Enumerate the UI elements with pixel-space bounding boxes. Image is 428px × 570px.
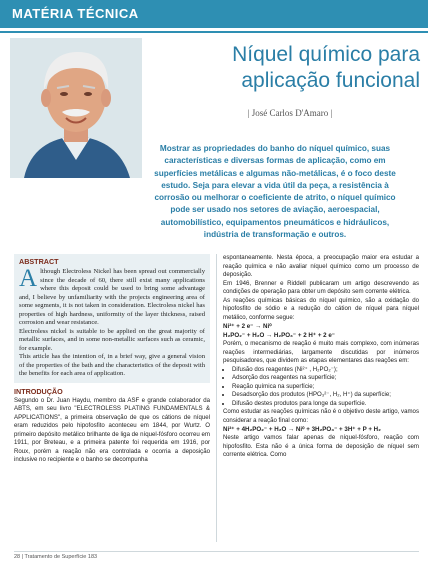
abstract-heading: ABSTRACT — [19, 257, 59, 266]
page-footer: 28 | Tratamento de Superfície 183 — [14, 554, 98, 560]
abstract-text-1: lthough Electroless Nickel has been spread out commercially since the decade of 60, there still exist many applications where this deposit could be used to bring some advantage and, I believe by unfamiliarity with the projects engineering area of some segments, it is not taken in consideration. Electroless nickel has properties of high hardness, uniformity of the layer thickness, raised corrosion and wear resistance. — [19, 268, 205, 326]
list-item: • Difusão destes produtos para longe da superfície. — [232, 400, 419, 409]
body-paragraph-2: Em 1946, Brenner e Riddell publicaram um artigo descrevendo as condições de operação para obter um depósito sem corrente elétrica. — [223, 279, 419, 295]
right-column — [223, 254, 419, 544]
section-label: MATÉRIA TÉCNICA — [12, 6, 139, 21]
abstract-paragraph-2: Electroless nickel is suitable to be applied on the great majority of metallic surfaces, and in some non-metallic surfaces such as ceramic, for example. — [19, 327, 205, 352]
author-byline: | José Carlos D'Amaro | — [247, 108, 333, 118]
column-divider — [216, 254, 217, 542]
portrait-image — [10, 38, 142, 178]
equation-1: Ni²⁺ + 2 e⁻ → Ni⁰ — [223, 323, 272, 330]
header-band — [0, 0, 428, 28]
abstract-paragraph-1 — [19, 265, 205, 328]
abstract-box — [14, 254, 210, 383]
title-line-1: Níquel químico para — [232, 43, 420, 66]
lead-paragraph: Mostrar as propriedades do banho do níquel químico, suas características e diversas formas de aplicação, como em superfícies metálicas e algumas não-metálicas, é o foco deste estudo. Seja para elevar a vida útil da peça, a resistência à corrosão ou melhorar o coeficiente de atrito, o níquel químico pode ser usado nos setores de aviação, aeroespacial, automobilístico, equipamentos pneumáticos e hidráulicos, indústria de transformação e outros. — [154, 144, 396, 240]
drop-cap: A — [19, 265, 38, 292]
title-line-2: aplicação funcional — [241, 69, 420, 92]
body-paragraph-3: As reações químicas básicas do níquel químico, são a oxidação do hipofosfito de sódio e a redução do cátion de níquel para níquel metálico, conforme segue: — [223, 296, 419, 321]
left-column — [14, 254, 210, 544]
reaction-steps-list — [223, 366, 419, 409]
list-item: • Reação química na superfície; — [232, 383, 419, 392]
body-paragraph-1: espontaneamente. Nesta época, a preocupação maior era estudar a reação química e não avaliar níquel químico como um processo de deposição. — [223, 254, 419, 278]
body-paragraph-6: Neste artigo vamos falar apenas de níquel-fósforo, reação com hipofosfito. Esta não é a única forma de deposição de níquel sem corrente elétrica. Como — [223, 434, 419, 458]
equation-2: H₂PO₂⁻ + H₂O → H₂PO₃⁻ + 2 H⁺ + 2 e⁻ — [223, 332, 336, 339]
article-title — [150, 42, 420, 94]
footer-rule — [14, 551, 419, 552]
abstract-paragraph-3: This article has the intention of, in a brief way, give a general vision of the properties of the bath and the characteristics of the deposit with the benefits for each area of application. — [19, 353, 205, 377]
intro-heading: INTRODUÇÃO — [14, 386, 63, 396]
author-photo — [10, 38, 142, 178]
equation-3: Ni²⁺ + 4H₂PO₂⁻ + H₂O → Ni⁰ + 3H₂PO₃⁻ + 3H⁺ + P + H₂ — [223, 426, 381, 433]
body-paragraph-4: Porém, o mecanismo de reação é muito mais complexo, com inúmeras reações intermediárias, largamente discutidas por inúmeros pesquisadores, que dividem as etapas elementares das reações em: — [223, 340, 419, 364]
body-paragraph-5: Como estudar as reações químicas não é o objetivo deste artigo, vamos considerar a reação final como: — [223, 408, 419, 424]
intro-paragraph: Segundo o Dr. Juan Haydu, membro da ASF e grande colaborador da ABTS, em seu livro "ELECTROLESS PLATING FUNDAMENTALS & APPLICATIONS", a primeira observação de que os cátions de níquel eram reduzidos pelo hipofosfito aconteceu em 1844, por Wurtz. O primeiro depósito metálico brilhante de liga de níquel-fósforo ocorreu em 1911, por Breteau, e a primeira patente foi requerida em 1916, por Roux, porém a reação não era controlada e ocorria a deposição inclusive no recipiente e o banho se decompunha — [14, 396, 210, 463]
list-item: • Desadsorção dos produtos (HPO₃²⁻, H₂, H⁺) da superfície; — [232, 391, 419, 400]
list-item: • Adsorção dos reagentes na superfície; — [232, 374, 419, 383]
list-item: • Difusão dos reagentes (Ni²⁺ , H₂PO₂⁻); — [232, 366, 419, 375]
header-rule — [0, 31, 428, 33]
